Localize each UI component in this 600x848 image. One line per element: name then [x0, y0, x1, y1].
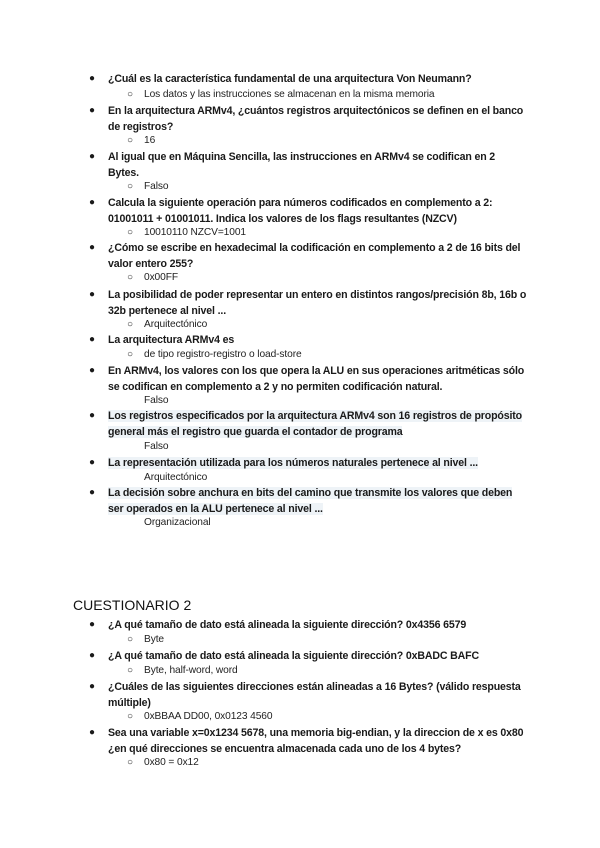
answer-text: 0x00FF — [144, 272, 178, 283]
question-text: En la arquitectura ARMv4, ¿cuántos registros arquitectónicos se definen en el banco de registros? — [108, 105, 524, 133]
question-text — [108, 408, 528, 440]
question-text: ¿Cuál es la característica fundamental de una arquitectura Von Neumann? — [108, 73, 472, 85]
circle-bullet-icon: ○ — [127, 181, 134, 192]
question-text: ¿Cómo se escribe en hexadecimal la codificación en complemento a 2 de 16 bits del valor entero 255? — [108, 242, 521, 270]
question-text: La arquitectura ARMv4 es — [108, 334, 235, 346]
circle-bullet-icon: ○ — [127, 757, 134, 768]
circle-bullet-icon: ○ — [127, 135, 134, 146]
answer-text: 0xBBAA DD00, 0x0123 4560 — [144, 711, 273, 722]
bullet-icon: ● — [89, 334, 96, 345]
question-text: ¿A qué tamaño de dato está alineada la siguiente dirección? 0x4356 6579 — [108, 619, 467, 631]
question-text — [108, 485, 528, 517]
answer-text: Byte — [144, 634, 164, 645]
section-title: CUESTIONARIO 2 — [73, 597, 192, 613]
answer-text: 16 — [144, 135, 156, 146]
bullet-icon: ● — [89, 681, 96, 692]
circle-bullet-icon: ○ — [127, 634, 134, 645]
circle-bullet-icon: ○ — [127, 319, 134, 330]
answer-text: Falso — [144, 395, 169, 406]
answer-text: Falso — [144, 441, 169, 452]
circle-bullet-icon: ○ — [127, 272, 134, 283]
bullet-icon: ● — [89, 197, 96, 208]
circle-bullet-icon: ○ — [127, 227, 134, 238]
answer-text: Byte, half-word, word — [144, 665, 238, 676]
question-text: La posibilidad de poder representar un entero en distintos rangos/precisión 8b, 16b o 32b pertenece al nivel ... — [108, 289, 527, 317]
bullet-icon: ● — [89, 727, 96, 738]
question-text: ¿Cuáles de las siguientes direcciones están alineadas a 16 Bytes? (válido respuesta múltiple) — [108, 681, 521, 709]
bullet-icon: ● — [89, 619, 96, 630]
circle-bullet-icon: ○ — [127, 711, 134, 722]
bullet-icon: ● — [89, 650, 96, 661]
highlighted-question: La representación utilizada para los números naturales pertenece al nivel ... — [108, 457, 478, 469]
question-text: ¿A qué tamaño de dato está alineada la siguiente dirección? 0xBADC BAFC — [108, 650, 479, 662]
highlighted-question: La decisión sobre anchura en bits del camino que transmite los valores que deben ser operados en la ALU pertenece al nivel ... — [108, 487, 513, 515]
bullet-icon: ● — [89, 151, 96, 162]
circle-bullet-icon: ○ — [127, 665, 134, 676]
answer-text: Arquitectónico — [144, 472, 208, 483]
answer-text: Organizacional — [144, 517, 211, 528]
highlighted-question: Los registros especificados por la arquitectura ARMv4 son 16 registros de propósito general más el registro que guarda el contador de programa — [108, 410, 522, 438]
bullet-icon: ● — [89, 487, 96, 498]
bullet-icon: ● — [89, 73, 96, 84]
bullet-icon: ● — [89, 457, 96, 468]
question-text: Al igual que en Máquina Sencilla, las instrucciones en ARMv4 se codifican en 2 Bytes. — [108, 151, 496, 179]
circle-bullet-icon: ○ — [127, 349, 134, 360]
circle-bullet-icon: ○ — [127, 89, 134, 100]
answer-text: Los datos y las instrucciones se almacenan en la misma memoria — [144, 89, 435, 100]
answer-text: de tipo registro-registro o load-store — [144, 349, 302, 360]
answer-text: Falso — [144, 181, 169, 192]
bullet-icon: ● — [89, 105, 96, 116]
bullet-icon: ● — [89, 410, 96, 421]
bullet-icon: ● — [89, 365, 96, 376]
bullet-icon: ● — [89, 242, 96, 253]
bullet-icon: ● — [89, 289, 96, 300]
answer-text: 0x80 = 0x12 — [144, 757, 199, 768]
question-text — [108, 455, 528, 471]
question-text: Sea una variable x=0x1234 5678, una memoria big-endian, y la direccion de x es 0x80 ¿en qué direcciones se encuentra almacenada cada uno de los 4 bytes? — [108, 727, 524, 755]
answer-text: 10010110 NZCV=1001 — [144, 227, 246, 238]
question-text: Calcula la siguiente operación para números codificados en complemento a 2: 01001011 + 01001011. Indica los valores de los flags resultantes (NZCV) — [108, 197, 493, 225]
answer-text: Arquitectónico — [144, 319, 208, 330]
question-text: En ARMv4, los valores con los que opera la ALU en sus operaciones aritméticas sólo se codifican en complemento a 2 y no permiten codificación natural. — [108, 365, 525, 393]
